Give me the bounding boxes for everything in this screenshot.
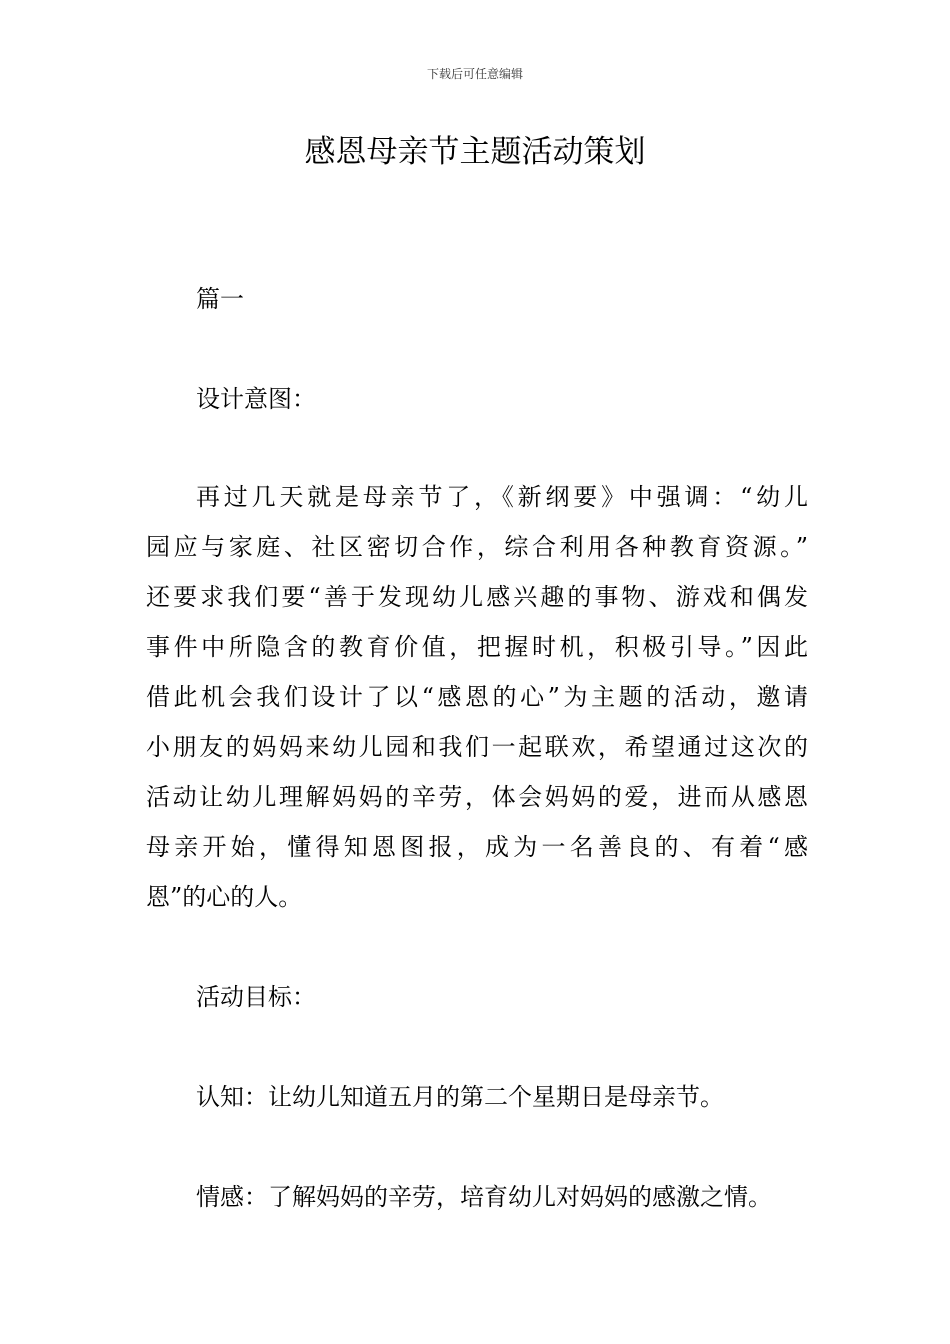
paragraph-line: 借此机会我们设计了以“感恩的心”为主题的活动，邀请: [146, 683, 808, 711]
paragraph-line: 还要求我们要“善于发现幼儿感兴趣的事物、游戏和偶发: [146, 583, 808, 611]
section-label: 篇一: [196, 285, 244, 313]
paragraph-line: 活动让幼儿理解妈妈的辛劳，体会妈妈的爱，进而从感恩: [146, 783, 808, 811]
paragraph-line: 恩”的心的人。: [146, 883, 303, 911]
paragraph-line: 母亲开始，懂得知恩图报，成为一名善良的、有着“感: [146, 833, 808, 861]
paragraph-line: 小朋友的妈妈来幼儿园和我们一起联欢，希望通过这次的: [146, 733, 808, 761]
header-note: 下载后可任意编辑: [426, 67, 523, 81]
design-heading: 设计意图：: [196, 385, 316, 413]
design-paragraph: [146, 472, 808, 922]
goal-emotion: 情感：了解妈妈的辛劳，培育幼儿对妈妈的感激之情。: [196, 1183, 772, 1211]
goal-cognition: 认知：让幼儿知道五月的第二个星期日是母亲节。: [196, 1083, 724, 1111]
paragraph-line: 事件中所隐含的教育价值，把握时机，积极引导。”因此: [146, 633, 808, 661]
document-title: 感恩母亲节主题活动策划: [304, 134, 646, 170]
paragraph-line: 园应与家庭、社区密切合作，综合利用各种教育资源。”: [146, 533, 808, 561]
goals-heading: 活动目标：: [196, 983, 316, 1011]
paragraph-line: 再过几天就是母亲节了，《新纲要》中强调：“幼儿: [196, 483, 808, 511]
